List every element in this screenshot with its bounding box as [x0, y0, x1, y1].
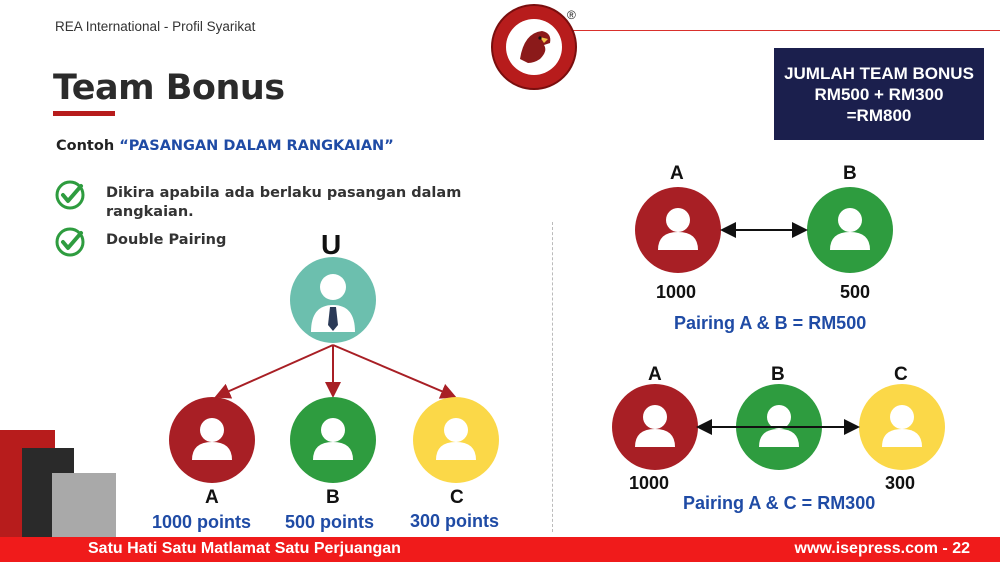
example-prefix: Contoh — [56, 138, 120, 154]
pairing2-c-label: C — [894, 364, 908, 385]
tree-child-a-label: A — [205, 487, 219, 508]
bonus-line-2: RM500 + RM300 — [814, 84, 944, 104]
tree-root-node-u — [290, 257, 376, 343]
tree-child-b-label: B — [326, 487, 340, 508]
pairing2-caption: Pairing A & C = RM300 — [683, 493, 876, 513]
pairing2-c-value: 300 — [885, 473, 916, 493]
tree-root-label: U — [321, 229, 342, 260]
header-company-text: REA International - Profil Syarikat — [55, 19, 256, 34]
tree-child-b-points: 500 points — [285, 512, 375, 532]
footer-bar — [0, 537, 1000, 562]
decor-gray-block — [52, 473, 116, 540]
tree-child-c-points: 300 points — [410, 511, 500, 531]
page-title: Team Bonus — [53, 68, 285, 108]
pairing2-b-label: B — [771, 364, 785, 385]
pairing2-node-a — [612, 384, 698, 470]
footer-slogan: Satu Hati Satu Matlamat Satu Perjuangan — [88, 540, 401, 557]
bonus-line-1: JUMLAH TEAM BONUS — [784, 63, 974, 83]
tree-node-c — [413, 397, 499, 483]
pairing1-caption: Pairing A & B = RM500 — [674, 313, 867, 333]
pairing1-b-label: B — [843, 163, 857, 184]
tree-node-a — [169, 397, 255, 483]
example-quote: “PASANGAN DALAM RANGKAIAN” — [119, 138, 394, 154]
bullet-text-2: Double Pairing — [106, 232, 227, 248]
tree-child-a-points: 1000 points — [152, 512, 252, 532]
bullet-text-1: Dikira apabila ada berlaku pasangan dalam rangkaian. — [106, 185, 462, 220]
registered-mark: ® — [567, 8, 576, 22]
tree-connector-c — [333, 345, 453, 396]
pairing1-node-a — [635, 187, 721, 273]
pairing2-a-label: A — [648, 364, 662, 385]
bonus-line-3: =RM800 — [846, 105, 912, 125]
pairing1-b-value: 500 — [840, 282, 871, 302]
tree-connector-a — [218, 345, 333, 396]
tree-node-b — [290, 397, 376, 483]
pairing1-a-label: A — [670, 163, 684, 184]
pairing2-a-value: 1000 — [629, 473, 670, 493]
pairing2-node-c — [859, 384, 945, 470]
tree-child-c-label: C — [450, 487, 464, 508]
footer-site-page: www.isepress.com - 22 — [794, 540, 970, 557]
pairing1-node-b — [807, 187, 893, 273]
pairing1-a-value: 1000 — [656, 282, 697, 302]
